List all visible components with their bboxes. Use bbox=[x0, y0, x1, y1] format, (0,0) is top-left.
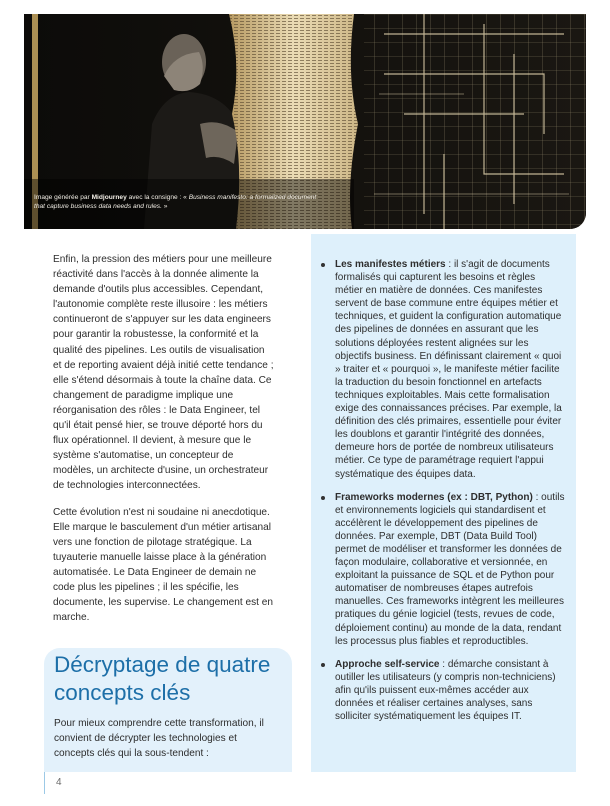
concept-item bbox=[325, 491, 565, 648]
caption-prompt: Business manifesto: a formalized document that capture business data needs and rules. bbox=[34, 194, 317, 210]
image-caption bbox=[34, 193, 324, 211]
hero-image bbox=[24, 14, 586, 229]
concept-term: Approche self-service bbox=[335, 658, 440, 670]
concept-text: : il s'agit de documents formalisés qui capturent les besoins et règles métier en matière de données. Ces manifestes servent de base commune entre équipes métier et techniques, et guident la configuration automatique des pipelines de données en assurant que les solutions déployées restent alignées sur les objectifs business. En définissant clairement « quoi » traiter et « pourquoi », le manifeste métier facilite la traduction du besoin fonctionnel en artefacts techniques exploitables. Mais cette formalisation exige des connaissances précises. Par exemple, la définition des clés primaires, essentielle pour éviter les doublons et garantir l'intégrité des données, demeure hors de portée de nombreux utilisateurs métier. Ce type de paramétrage requiert l'appui systématique des équipes data. bbox=[335, 259, 562, 480]
concept-term: Les manifestes métiers bbox=[335, 259, 446, 270]
body-paragraph: Enfin, la pression des métiers pour une meilleure réactivité dans l'accès à la donnée alimente la demande d'outils plus accessibles. Cependant, l'autonomie complète reste illusoire : les métiers continueront de s'appuyer sur les data engineers pour garantir la robustesse, la conformité et la qualité des pipelines. Les outils de visualisation et de reporting avaient déjà initié cette tendance ; elle s'étend désormais à toute la chaîne data. Ce changement de paradigme implique une réorganisation des rôles : le Data Engineer, tel qu'il était pensé hier, se trouve déporté hors du flux opérationnel. Il devient, à mesure que le système s'automatise, un concepteur de modèles, un architecte d'usine, un orchestrateur de technologies interconnectées. bbox=[53, 254, 274, 492]
concept-item bbox=[325, 658, 565, 723]
caption-brand: Midjourney bbox=[91, 194, 127, 201]
caption-middle: avec la consigne : « bbox=[126, 194, 189, 201]
concepts-list bbox=[325, 258, 565, 733]
bullet-icon bbox=[321, 263, 325, 267]
bullet-icon bbox=[321, 663, 325, 667]
body-paragraph: Cette évolution n'est ni soudaine ni anecdotique. Elle marque le basculement d'un métier artisanal vers une fonction de pilotage stratégique. La tuyauterie manuelle laisse place à la génération automatisée. Le Data Engineer de demain ne code plus les pipelines ; il les spécifie, les documente, les supervise. Le changement est en marche. bbox=[53, 506, 273, 624]
concept-text: : outils et environnements logiciels qui standardisent et accélèrent le développement des pipelines de données. Par exemple, DBT (Data Build Tool) permet de modéliser et transformer les données de façon modulaire, collaborative et versionnée, en exploitant la puissance de SQL et de Python pour automatiser de nombreuses étapes autrefois manuelles. Ces frameworks intègrent les meilleures pratiques du génie logiciel (tests, revues de code, déploiement continu) au monde de la data, rendant les processus plus fiables et reproductibles. bbox=[335, 491, 565, 647]
caption-suffix: » bbox=[161, 203, 168, 210]
bullet-icon bbox=[321, 496, 325, 500]
concept-item bbox=[325, 258, 565, 481]
body-column-left bbox=[53, 252, 275, 636]
caption-prefix: Image générée par bbox=[34, 194, 92, 201]
concepts-box bbox=[311, 234, 576, 772]
data-grid bbox=[364, 14, 586, 229]
concept-text: : démarche consistant à outiller les utilisateurs (y compris non-techniciens) afin qu'ils puissent eux-mêmes accéder aux données et réaliser certaines analyses, sans solliciter systématiquement les équipes IT. bbox=[335, 658, 556, 723]
section-title: Décryptage de quatre concepts clés bbox=[54, 652, 271, 705]
page-number: 4 bbox=[56, 777, 62, 788]
section-intro: Pour mieux comprendre cette transformation, il convient de décrypter les technologies et concepts clés qui la sous-tendent : bbox=[54, 718, 264, 759]
page-number-rule bbox=[44, 772, 45, 794]
concept-term: Frameworks modernes (ex : DBT, Python) bbox=[335, 491, 533, 503]
